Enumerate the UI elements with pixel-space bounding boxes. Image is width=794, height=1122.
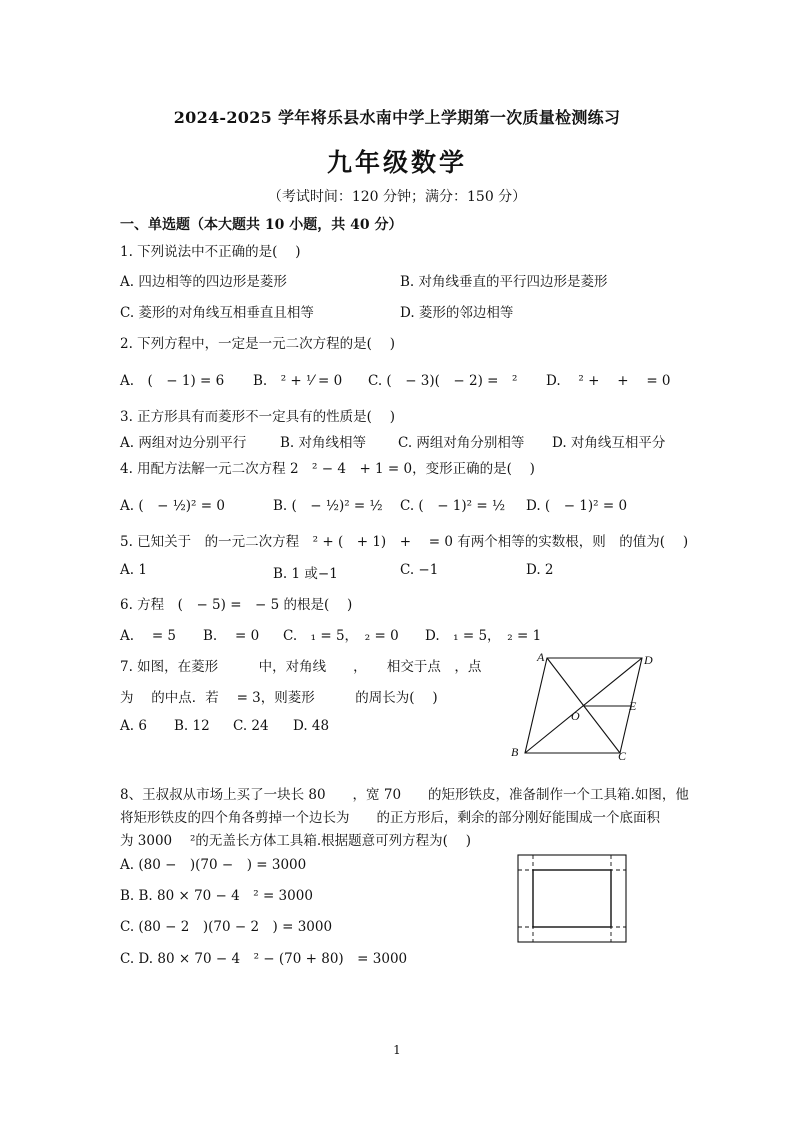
question-7-stem-line2: 为 的中点．若 = 3，则菱形 的周长为( ) [120, 690, 438, 706]
question-8-option-b: B. B. 80 × 70 − 4 ² = 3000 [120, 888, 313, 904]
question-7-stem-line1: 7. 如图，在菱形 中，对角线 ， 相交于点 ，点 [120, 659, 482, 675]
label-o: O [571, 709, 580, 723]
subject-title: 九年级数学 [326, 148, 467, 177]
question-7-option-d: D. 48 [293, 718, 330, 734]
question-8-option-d: C. D. 80 × 70 − 4 ² − (70 + 80) = 3000 [120, 951, 408, 967]
question-2-stem: 2. 下列方程中，一定是一元二次方程的是( ) [120, 336, 395, 352]
label-c: C [618, 749, 627, 763]
question-4-option-d: D. ( − 1)² = 0 [526, 498, 628, 514]
question-1-option-b: B. 对角线垂直的平行四边形是菱形 [400, 274, 608, 290]
question-8-option-c: C. (80 − 2 )(70 − 2 ) = 3000 [120, 919, 333, 935]
question-8-option-a: A. (80 − )(70 − ) = 3000 [120, 857, 307, 873]
label-d: D [644, 653, 653, 667]
question-8-stem-line3: 为 3000 ²的无盖长方体工具箱.根据题意可列方程为( ) [120, 833, 471, 849]
question-5-option-b: B. 1 或−1 [273, 566, 338, 582]
question-3-option-a: A. 两组对边分别平行 [120, 435, 247, 451]
question-4-option-a: A. ( − ½)² = 0 [120, 498, 225, 514]
label-a: A [537, 650, 545, 664]
page-number: 1 [393, 1043, 401, 1057]
question-2-option-c: C. ( − 3)( − 2) = ² [368, 373, 518, 389]
question-2-option-a: A. ( − 1) = 6 [120, 373, 225, 389]
question-2-option-d: D. ² + + = 0 [546, 373, 671, 389]
question-3-option-c: C. 两组对角分别相等 [398, 435, 525, 451]
question-6-option-a: A. = 5 [120, 628, 177, 644]
question-3-stem: 3. 正方形具有而菱形不一定具有的性质是( ) [120, 409, 395, 425]
question-2-option-b: B. ² + ¹⁄ = 0 [253, 373, 343, 389]
question-1-stem: 1. 下列说法中不正确的是( ) [120, 244, 301, 260]
question-3-option-b: B. 对角线相等 [280, 435, 367, 451]
question-5-stem: 5. 已知关于 的一元二次方程 ² + ( + 1) + = 0 有两个相等的实数根，则 的值为( ) [120, 534, 689, 550]
question-7-option-a: A. 6 [120, 718, 147, 734]
question-3-option-d: D. 对角线互相平分 [552, 435, 666, 451]
exam-info: （考试时间：120 分钟；满分：150 分） [267, 189, 527, 205]
question-8-stem-line2: 将矩形铁皮的四个角各剪掉一个边长为 的正方形后，剩余的部分刚好能围成一个底面积 [120, 810, 660, 826]
question-1-option-c: C. 菱形的对角线互相垂直且相等 [120, 305, 314, 321]
exam-title: 2024-2025 学年将乐县水南中学上学期第一次质量检测练习 [173, 108, 621, 127]
metal-sheet-figure [515, 852, 630, 947]
label-b: B [511, 745, 519, 759]
question-5-option-a: A. 1 [120, 562, 147, 578]
question-6-stem: 6. 方程 ( − 5) = − 5 的根是( ) [120, 597, 353, 613]
box-bottom-outline [533, 870, 611, 927]
question-8-stem-line1: 8、王叔叔从市场上买了一块长 80 ，宽 70 的矩形铁皮，准备制作一个工具箱.如图，他 [120, 787, 689, 803]
question-5-option-d: D. 2 [526, 562, 554, 578]
rhombus-figure [505, 648, 665, 764]
question-5-option-c: C. −1 [400, 562, 439, 578]
sheet-outline [518, 855, 626, 942]
question-6-option-b: B. = 0 [203, 628, 260, 644]
question-4-option-b: B. ( − ½)² = ½ [273, 498, 383, 514]
question-7-option-b: B. 12 [174, 718, 210, 734]
question-4-stem: 4. 用配方法解一元二次方程 2 ² − 4 + 1 = 0，变形正确的是( ) [120, 461, 535, 477]
section-title: 一、单选题（本大题共 10 小题，共 40 分） [120, 217, 403, 233]
question-1-option-a: A. 四边相等的四边形是菱形 [120, 274, 287, 290]
label-e: E [629, 699, 637, 713]
question-6-option-c: C. ₁ = 5， ₂ = 0 [283, 628, 399, 644]
question-1-option-d: D. 菱形的邻边相等 [400, 305, 514, 321]
question-7-option-c: C. 24 [233, 718, 269, 734]
question-6-option-d: D. ₁ = 5， ₂ = 1 [425, 628, 542, 644]
question-4-option-c: C. ( − 1)² = ½ [400, 498, 506, 514]
